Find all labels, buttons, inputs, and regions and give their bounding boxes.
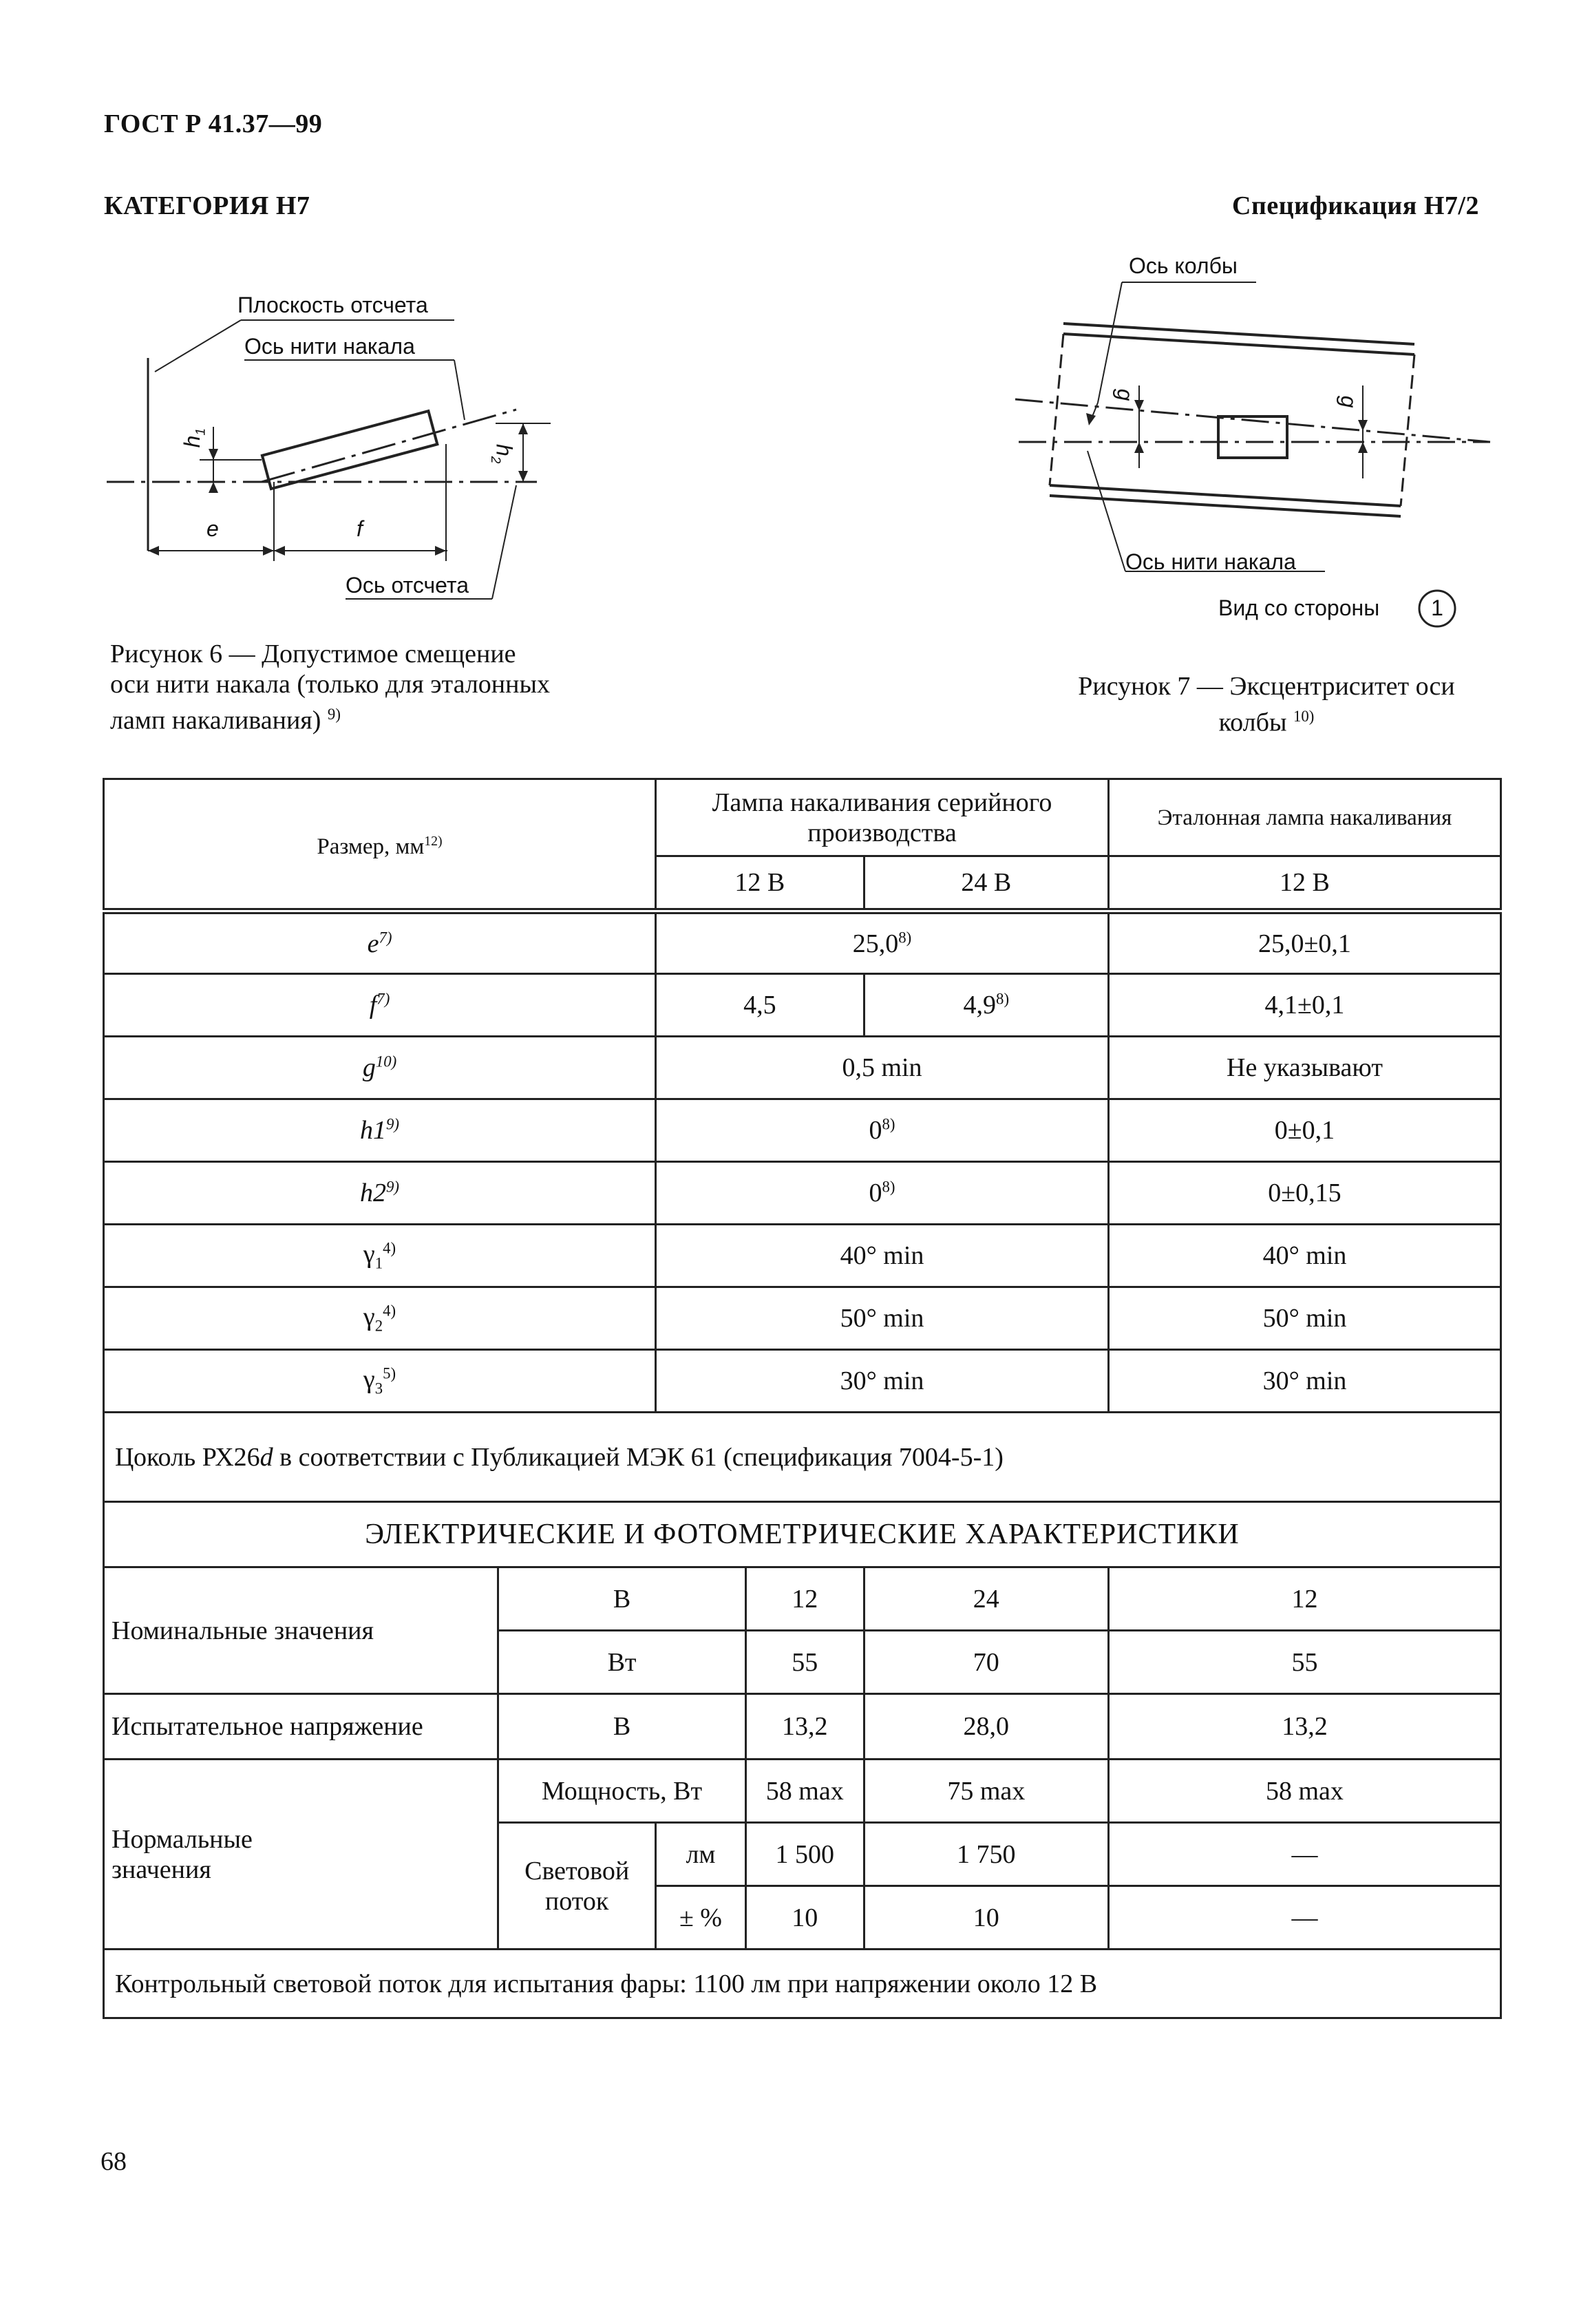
table-row <box>104 911 1501 974</box>
cap-note: Цоколь РХ26d в соответствии с Публикацией МЭК 61 (спецификация 7004-5-1) <box>104 1413 1501 1502</box>
nominal-w-12: 55 <box>745 1631 864 1694</box>
test-voltage-label: Испытательное напряжение <box>104 1694 498 1760</box>
value-h1-serial: 0$^{8)}$ <box>656 1099 1109 1162</box>
nominal-v-ref: 12 <box>1108 1567 1500 1631</box>
h1-label: $h_1$ <box>180 427 209 448</box>
electrical-header: ЭЛЕКТРИЧЕСКИЕ И ФОТОМЕТРИЧЕСКИЕ ХАРАКТЕРИСТИКИ <box>104 1502 1501 1567</box>
specification-table <box>103 778 1502 2019</box>
value-gamma1-ref: 40° min <box>1108 1225 1500 1287</box>
nominal-v-12: 12 <box>745 1567 864 1631</box>
reference-plane-label: Плоскость отсчета <box>237 293 428 317</box>
nominal-label: Номинальные значения <box>104 1567 498 1694</box>
nominal-w-unit: Вт <box>498 1631 746 1694</box>
reference-axis-label: Ось отсчета <box>346 573 469 598</box>
serial-header: Лампа накаливания серийного производства <box>656 779 1109 856</box>
header-12v-ref: 12 В <box>1108 856 1500 911</box>
param-h2: h2$^{9)}$ <box>104 1162 656 1225</box>
test-voltage-12: 13,2 <box>745 1694 864 1760</box>
value-gamma2-serial: 50° min <box>656 1287 1109 1350</box>
e-label: e <box>206 516 219 541</box>
value-gamma3-serial: 30° min <box>656 1350 1109 1413</box>
filament-axis-label-fig7: Ось нити накала <box>1125 549 1296 574</box>
test-voltage-24: 28,0 <box>864 1694 1108 1760</box>
power-label: Мощность, Вт <box>498 1760 746 1823</box>
table-row <box>104 1099 1501 1162</box>
normal-values-label: Нормальные значения <box>104 1760 498 1950</box>
table-row <box>104 1037 1501 1099</box>
test-voltage-ref: 13,2 <box>1108 1694 1500 1760</box>
standard-number: ГОСТ Р 41.37—99 <box>104 109 323 138</box>
power-24: 75 max <box>864 1760 1108 1823</box>
param-gamma3: $\gamma_3^{5)}$ <box>104 1350 656 1413</box>
nominal-w-ref: 55 <box>1108 1631 1500 1694</box>
value-h1-ref: 0±0,1 <box>1108 1099 1500 1162</box>
nominal-w-24: 70 <box>864 1631 1108 1694</box>
flux-lm-24: 1 750 <box>864 1823 1108 1886</box>
flux-lm-ref: — <box>1108 1823 1500 1886</box>
nominal-v-unit: В <box>498 1567 746 1631</box>
bulb-axis-label: Ось колбы <box>1129 253 1238 278</box>
control-flux-note: Контрольный световой поток для испытания фары: 1100 лм при напряжении около 12 В <box>104 1950 1501 2018</box>
f-label: f <box>357 516 363 541</box>
flux-unit-lm: лм <box>656 1823 746 1886</box>
power-12: 58 max <box>745 1760 864 1823</box>
figure-6-diagram <box>103 275 585 633</box>
value-f-ref: 4,1±0,1 <box>1108 974 1500 1037</box>
size-header: Размер, $мм^{12)}$ <box>104 779 656 911</box>
value-g-serial: 0,5 min <box>656 1037 1109 1099</box>
flux-pct-24: 10 <box>864 1886 1108 1950</box>
value-g-ref: Не указывают <box>1108 1037 1500 1099</box>
flux-lm-12: 1 500 <box>745 1823 864 1886</box>
h2-label: $h_2$ <box>488 443 517 464</box>
value-f-12v: 4,5 <box>656 974 864 1037</box>
figure-6-caption: Рисунок 6 — Допустимое смещение оси нити накала (только для эталонных ламп накаливания) $^{9)}$ <box>110 640 550 735</box>
param-h1: h1$^{9)}$ <box>104 1099 656 1162</box>
category-title: КАТЕГОРИЯ Н7 <box>104 191 310 220</box>
value-e-serial: 25,0$^{8)}$ <box>656 911 1109 974</box>
table-row <box>104 1225 1501 1287</box>
value-gamma1-serial: 40° min <box>656 1225 1109 1287</box>
power-ref: 58 max <box>1108 1760 1500 1823</box>
table-row <box>104 1287 1501 1350</box>
bulb-eccentricity-drawing <box>1008 248 1518 633</box>
flux-label: Световой поток <box>498 1823 656 1950</box>
flux-unit-pct: ± % <box>656 1886 746 1950</box>
flux-pct-ref: — <box>1108 1886 1500 1950</box>
flux-pct-12: 10 <box>745 1886 864 1950</box>
param-e: $e^{7)}$ <box>104 911 656 974</box>
param-f: $f^{7)}$ <box>104 974 656 1037</box>
reference-header: Эталонная лампа накаливания <box>1108 779 1500 856</box>
table-row <box>104 974 1501 1037</box>
figure-7-diagram <box>1008 248 1518 633</box>
test-voltage-unit: В <box>498 1694 746 1760</box>
value-h2-ref: 0±0,15 <box>1108 1162 1500 1225</box>
value-h2-serial: 0$^{8)}$ <box>656 1162 1109 1225</box>
table-row <box>104 1350 1501 1413</box>
table-row <box>104 1162 1501 1225</box>
g-right-label: g <box>1336 395 1361 408</box>
value-f-24v: 4,9$^{8)}$ <box>864 974 1108 1037</box>
page-number: 68 <box>100 2147 127 2176</box>
value-gamma3-ref: 30° min <box>1108 1350 1500 1413</box>
view-number: 1 <box>1431 595 1443 620</box>
header-12v: 12 В <box>656 856 864 911</box>
g-left-label: g <box>1112 388 1138 401</box>
param-gamma1: $\gamma_1^{4)}$ <box>104 1225 656 1287</box>
view-label: Вид со стороны <box>1218 595 1380 620</box>
param-gamma2: $\gamma_2^{4)}$ <box>104 1287 656 1350</box>
value-e-ref: 25,0±0,1 <box>1108 911 1500 974</box>
filament-axis-label: Ось нити накала <box>244 334 415 359</box>
figure-7-caption: Рисунок 7 — Эксцентриситет оси колбы $^{10)}$ <box>1078 672 1455 737</box>
header-24v: 24 В <box>864 856 1108 911</box>
specification-title: Спецификация Н7/2 <box>1232 191 1479 220</box>
param-g: $g^{10)}$ <box>104 1037 656 1099</box>
nominal-v-24: 24 <box>864 1567 1108 1631</box>
value-gamma2-ref: 50° min <box>1108 1287 1500 1350</box>
